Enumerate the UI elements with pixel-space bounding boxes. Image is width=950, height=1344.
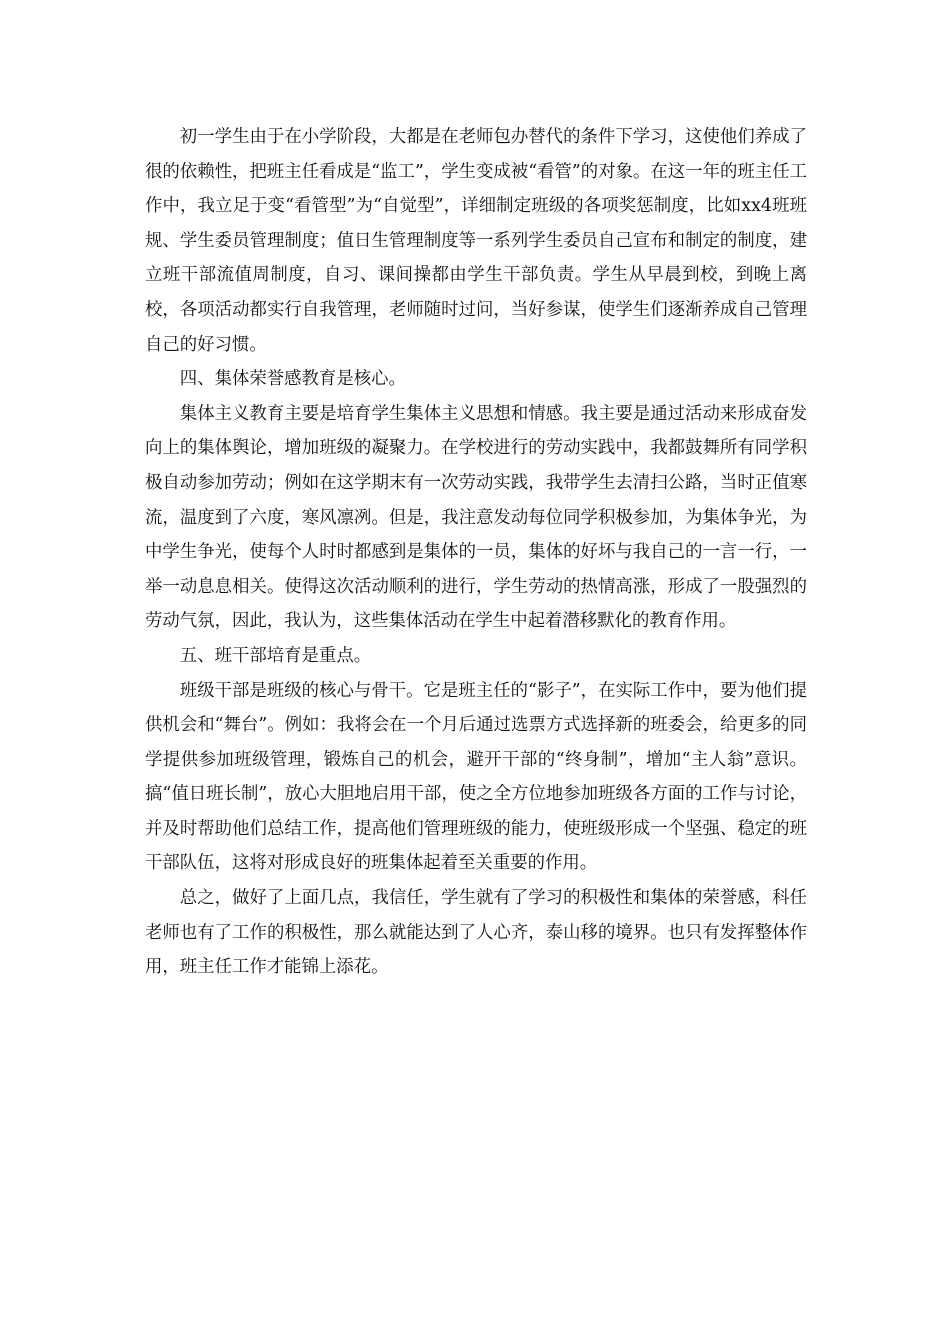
document-body xyxy=(145,120,807,985)
paragraph-class-cadre: 班级干部是班级的核心与骨干。它是班主任的“影子”，在实际工作中，要为他们提供机会和“舞台”。例如：我将会在一个月后通过选票方式选择新的班委会，给更多的同学提供参加班级管理，锻炼自己的机会，避开干部的“终身制”，增加“主人翁”意识。搞“值日班长制”，放心大胆地启用干部，使之全方位地参加班级各方面的工作与讨论，并及时帮助他们总结工作，提高他们管理班级的能力，使班级形成一个坚强、稳定的班干部队伍，这将对形成良好的班集体起着至关重要的作用。 xyxy=(145,680,807,874)
paragraph-conclusion: 总之，做好了上面几点，我信任，学生就有了学习的积极性和集体的荣誉感，科任老师也有了工作的积极性，那么就能达到了人心齐，泰山移的境界。也只有发挥整体作用，班主任工作才能锦上添花。 xyxy=(145,888,807,978)
paragraph-self-management: 初一学生由于在小学阶段，大都是在老师包办替代的条件下学习，这使他们养成了很的依赖性，把班主任看成是“监工”，学生变成被“看管”的对象。在这一年的班主任工作中，我立足于变“看管型”为“自觉型”，详细制定班级的各项奖惩制度，比如xx4班班规、学生委员管理制度；值日生管理制度等一系列学生委员自己宣布和制定的制度，建立班干部流值周制度，自习、课间操都由学生干部负责。学生从早晨到校，到晚上离校，各项活动都实行自我管理，老师随时过问，当好参谋，使学生们逐渐养成自己管理自己的好习惯。 xyxy=(145,127,807,355)
paragraph-collective-education: 集体主义教育主要是培育学生集体主义思想和情感。我主要是通过活动来形成奋发向上的集体舆论，增加班级的凝聚力。在学校进行的劳动实践中，我都鼓舞所有同学积极自动参加劳动；例如在这学期末有一次劳动实践，我带学生去清扫公路，当时正值寒流，温度到了六度，寒风凛冽。但是，我注意发动每位同学积极参加，为集体争光，为中学生争光，使每个人时时都感到是集体的一员，集体的好坏与我自己的一言一行，一举一动息息相关。使得这次活动顺利的进行，学生劳动的热情高涨，形成了一股强烈的劳动气氛，因此，我认为，这些集体活动在学生中起着潜移默化的教育作用。 xyxy=(145,403,807,632)
section-heading-collective-honor: 四、集体荣誉感教育是核心。 xyxy=(179,369,406,390)
section-heading-class-cadre: 五、班干部培育是重点。 xyxy=(179,645,372,666)
